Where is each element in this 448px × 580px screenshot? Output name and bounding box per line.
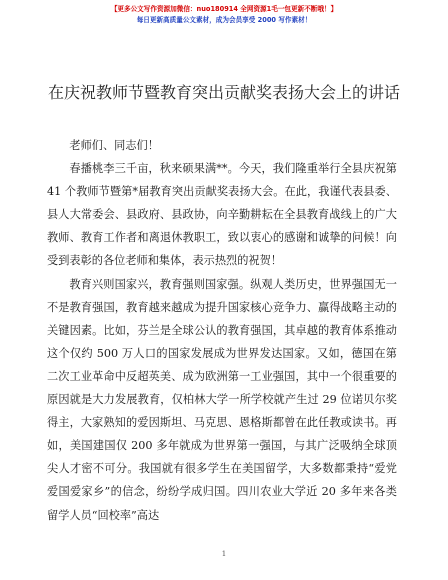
document-title: 在庆祝教师节暨教育突出贡献奖表扬大会上的讲话 <box>47 83 400 102</box>
paragraph-2: 教育兴则国家兴，教育强则国家强。纵观人类历史，世界强国无一不是教育强国，教育越来越成为提升国家核心竞争力、赢得战略主动的关键因素。比如，芬兰是全球公认的教育强国，其卓越的教育体系推动这个仅约 500 万人口的国家发展成为世界发达国家。又如，德国在第二次工业革命中反超英美、成为欧洲第一工业强国，其中一个很重要的原因就是大力发展教育，仅柏林大学一所学校就产生过 29 位诺贝尔奖得主，大家熟知的爱因斯坦、马克思、恩格斯都曾在此任教或读书。再如，美国建国仅 200 多年就成为世界第一强国，与其广泛吸纳全球顶尖人才密不可分。我国就有很多学生在美国留学，大多数都秉持“爱党爱国爱家乡”的信念，纷纷学成归国。四川农业大学近 20 多年来各类留学人员“回校率”高达 <box>47 277 397 522</box>
promo-banner <box>0 4 448 25</box>
page-number: 1 <box>221 550 227 558</box>
document-body <box>47 134 397 527</box>
promo-line-1: 【更多公文写作资源加微信：nuo180914 全网资源1毛一包更新不断哦！】 <box>110 5 338 13</box>
paragraph-1: 春播桃李三千亩，秋来硕果满**。今天，我们隆重举行全县庆祝第 41 个教师节暨第*届教育突出贡献奖表扬大会。在此，我谨代表县委、县人大常委会、县政府、县政协，向辛勤耕耘在全县教育战线上的广大教师、教育工作者和离退休教职工，致以衷心的感谢和诚挚的问候！向受到表彰的各位老师和集体，表示热烈的祝贺！ <box>47 162 397 268</box>
greeting: 老师们、同志们！ <box>69 139 159 152</box>
promo-line-2: 每日更新高质量公文素材，成为会员享受 2000 写作素材！ <box>136 16 312 24</box>
